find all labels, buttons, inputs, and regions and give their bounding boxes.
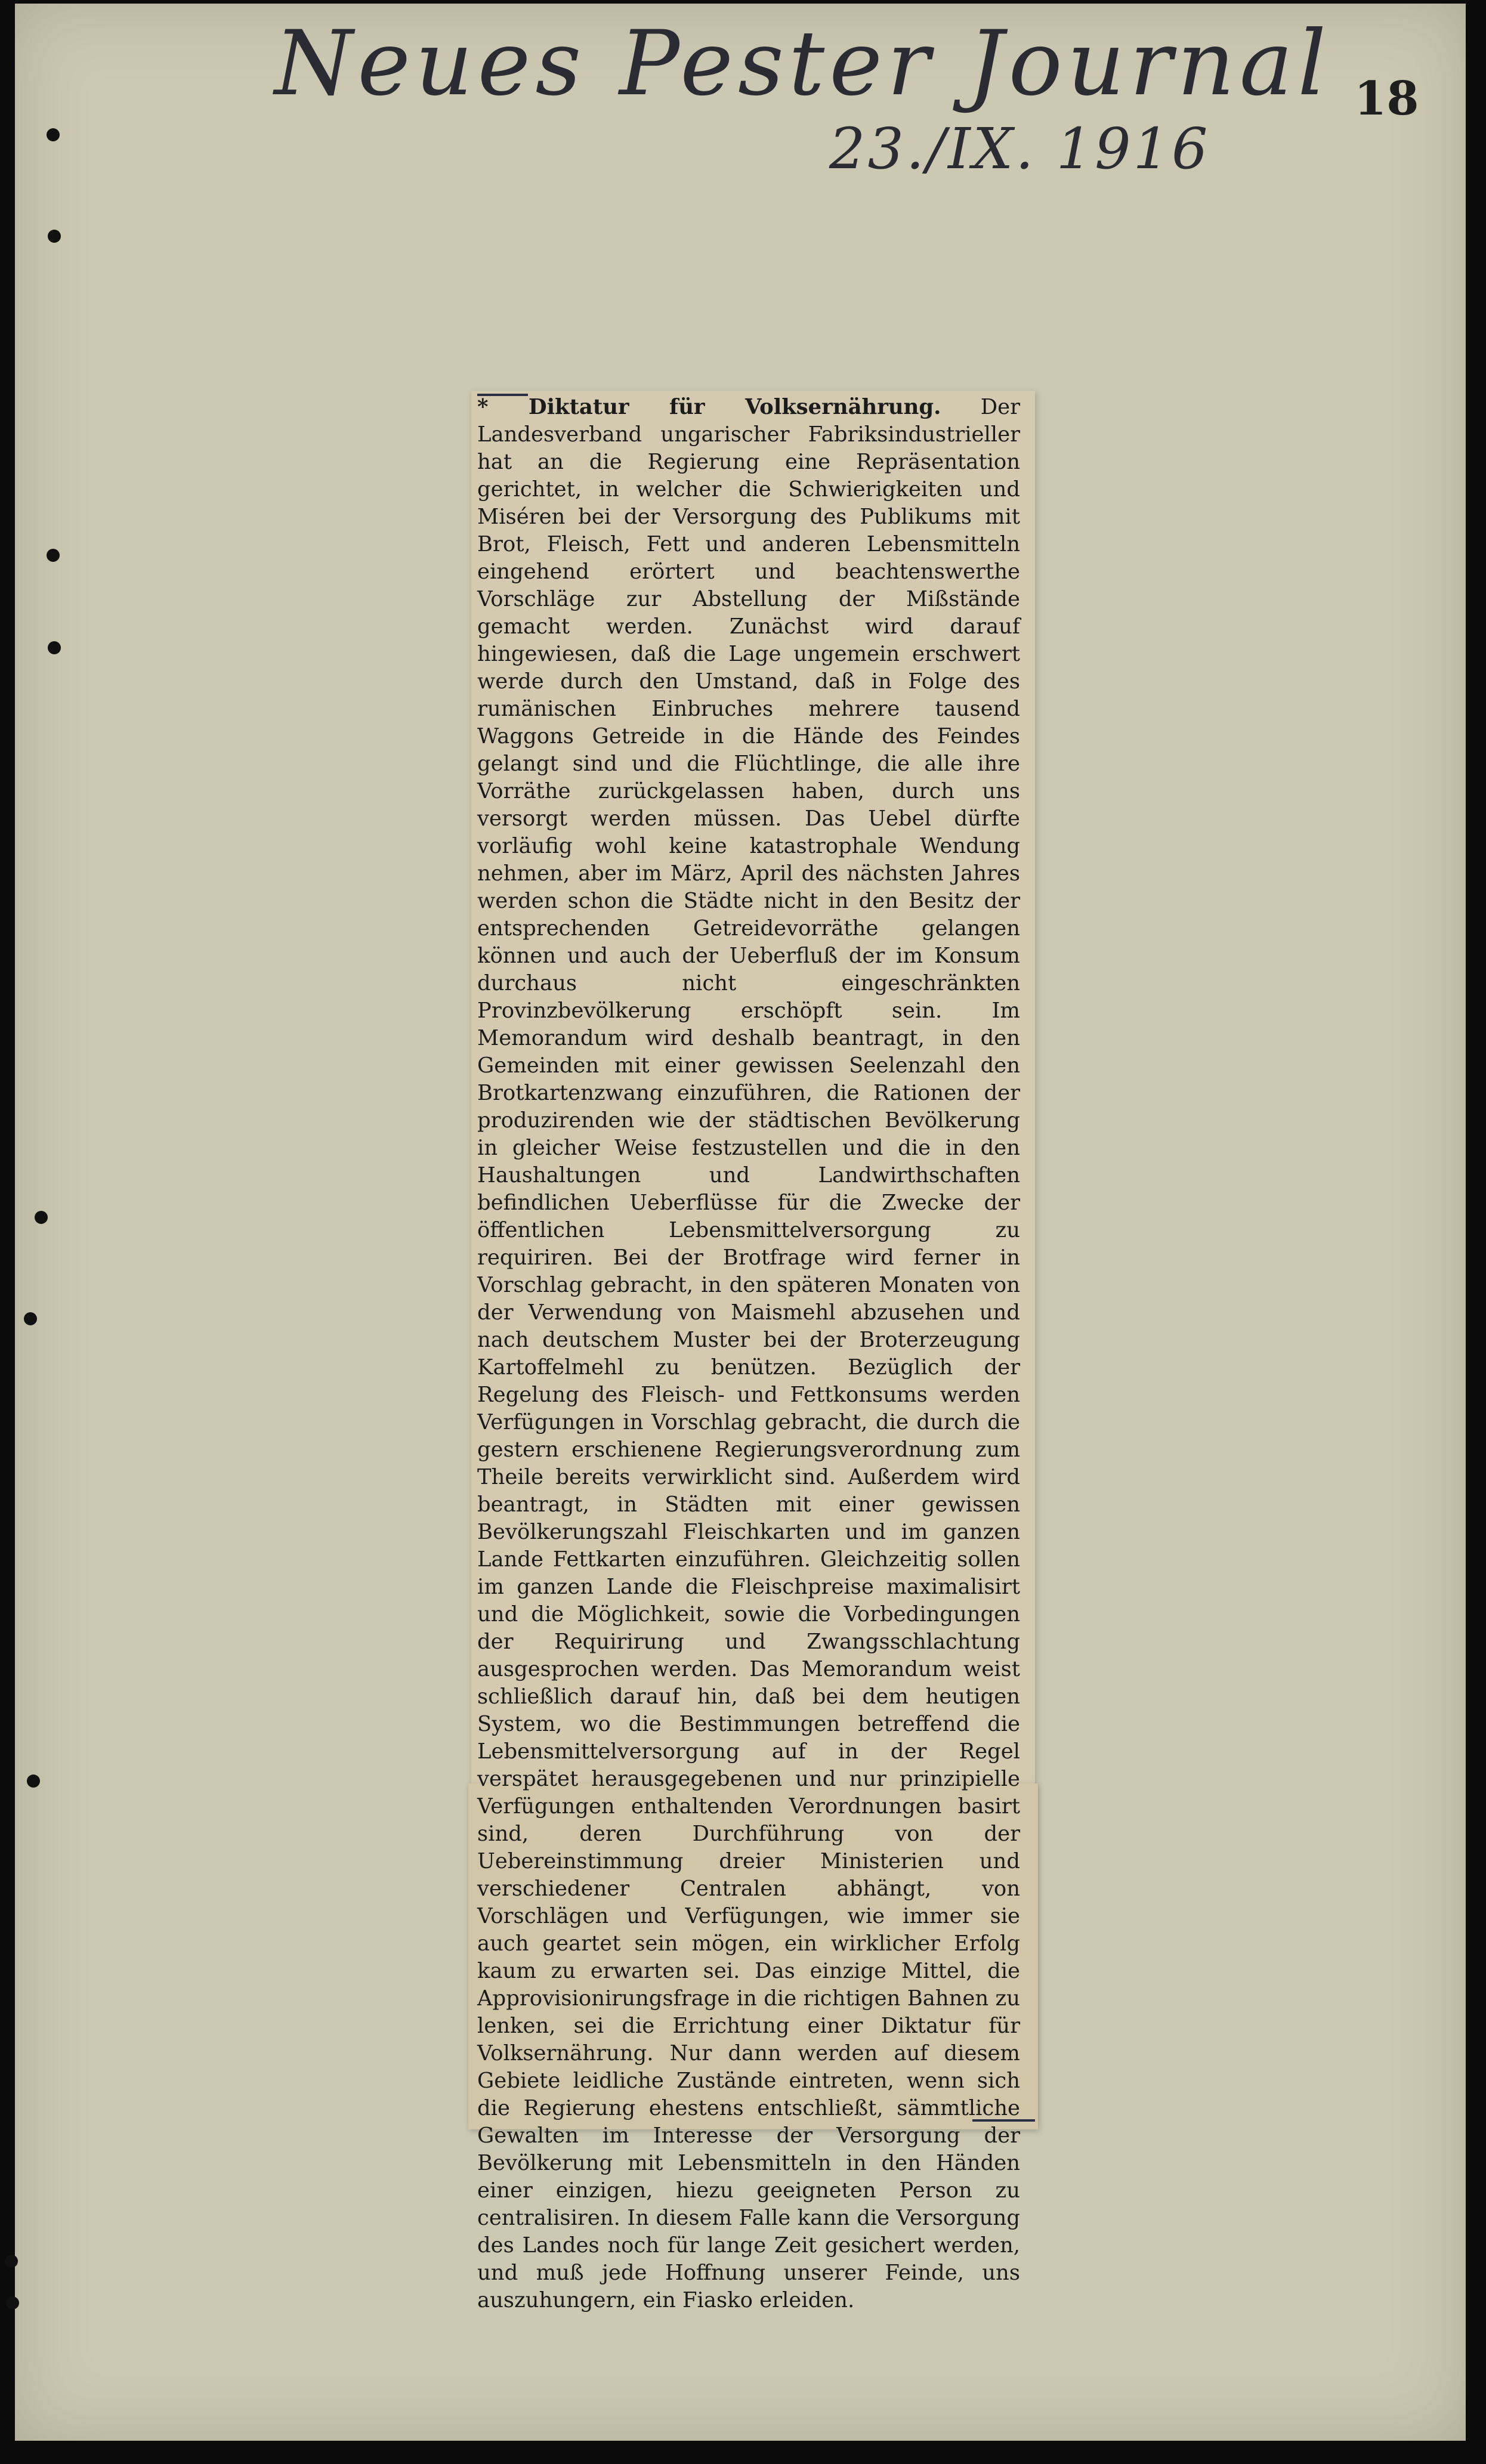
article [477, 394, 1020, 2314]
punch-hole [35, 1211, 48, 1224]
punch-hole [47, 549, 60, 562]
punch-hole [48, 641, 61, 654]
punch-hole [5, 2255, 18, 2268]
page-number: 18 [1354, 72, 1419, 126]
article-headline: * Diktatur für Volksernährung. [477, 395, 941, 419]
article-body: Der Landesverband ungarischer Fabriksindustrieller hat an die Regierung eine Repräsentation gerichtet, in welcher die Schwierigkeiten und Miséren bei der Versorgung des Publikums mit Brot, Fleisch, Fett und anderen Lebensmitteln eingehend erörtert und beachtenswerthe Vorschläge zur Abstellung der Mißstände gemacht werden. Zunächst wird darauf hingewiesen, daß die Lage ungemein erschwert werde durch den Umstand, daß in Folge des rumänischen Einbruches mehrere tausend Waggons Getreide in die Hände des Feindes gelangt sind und die Flüchtlinge, die alle ihre Vorräthe zurückgelassen haben, durch uns versorgt werden müssen. Das Uebel dürfte vorläufig wohl keine katastrophale Wendung nehmen, aber im März, April des nächsten Jahres werden schon die Städte nicht in den Besitz der entsprechenden Getreidevorräthe gelangen können und auch der Ueberfluß der im Konsum durchaus nicht eingeschränkten Provinzbevölkerung erschöpft sein. Im Memorandum wird deshalb beantragt, in den Gemeinden mit einer gewissen Seelenzahl den Brotkartenzwang einzuführen, die Rationen der produzirenden wie der städtischen Bevölkerung in gleicher Weise festzustellen und die in den Haushaltungen und Landwirthschaften befindlichen Ueberflüsse für die Zwecke der öffentlichen Lebensmittelversorgung zu requiriren. Bei der Brotfrage wird ferner in Vorschlag gebracht, in den späteren Monaten von der Verwendung von Maismehl abzusehen und nach deutschem Muster bei der Broterzeugung Kartoffelmehl zu benützen. Bezüglich der Regelung des Fleisch- und Fettkonsums werden Verfügungen in Vorschlag gebracht, die durch die gestern erschienene Regierungsverordnung zum Theile bereits verwirklicht sind. Außerdem wird beantragt, in Städten mit einer gewissen Bevölkerungszahl Fleischkarten und im ganzen Lande Fettkarten einzuführen. Gleichzeitig sollen im ganzen Lande die Fleischpreise maximalisirt und die Möglichkeit, sowie die Vorbedingungen der Requirirung und Zwangsschlachtung ausgesprochen werden. Das Memorandum weist schließlich darauf hin, daß bei dem heutigen System, wo die Bestimmungen betreffend die Lebensmittelversorgung auf in der Regel verspätet herausgegebenen und nur prinzipielle Verfügungen enthaltenden Verordnungen basirt sind, deren Durchführung von der Uebereinstimmung dreier Ministerien und verschiedener Centralen abhängt, von Vorschlägen und Verfügungen, wie immer sie auch geartet sein mögen, ein wirklicher Erfolg kaum zu erwarten sei. Das einzige Mittel, die Approvisionirungsfrage in die richtigen Bahnen zu lenken, sei die Errichtung einer Diktatur für Volksernährung. Nur dann werden auf diesem Gebiete leidliche Zustände eintreten, wenn sich die Regierung ehestens entschließt, sämmtliche Gewalten im Interesse der Versorgung der Bevölkerung mit Lebensmitteln in den Händen einer einzigen, hiezu geeigneten Person zu centralisiren. In diesem Falle kann die Versorgung des Landes noch für lange Zeit gesichert werden, und muß jede Hoffnung unserer Feinde, uns auszuhungern, ein Fiasko erleiden. [477, 395, 1021, 2312]
date-handwritten: 23./IX. 1916 [829, 116, 1210, 182]
punch-hole [27, 1774, 40, 1788]
punch-hole [47, 128, 60, 141]
punch-hole [6, 2296, 19, 2310]
punch-hole [48, 230, 61, 243]
punch-hole [24, 1312, 37, 1325]
newspaper-name-handwritten: Neues Pester Journal [274, 12, 1331, 116]
